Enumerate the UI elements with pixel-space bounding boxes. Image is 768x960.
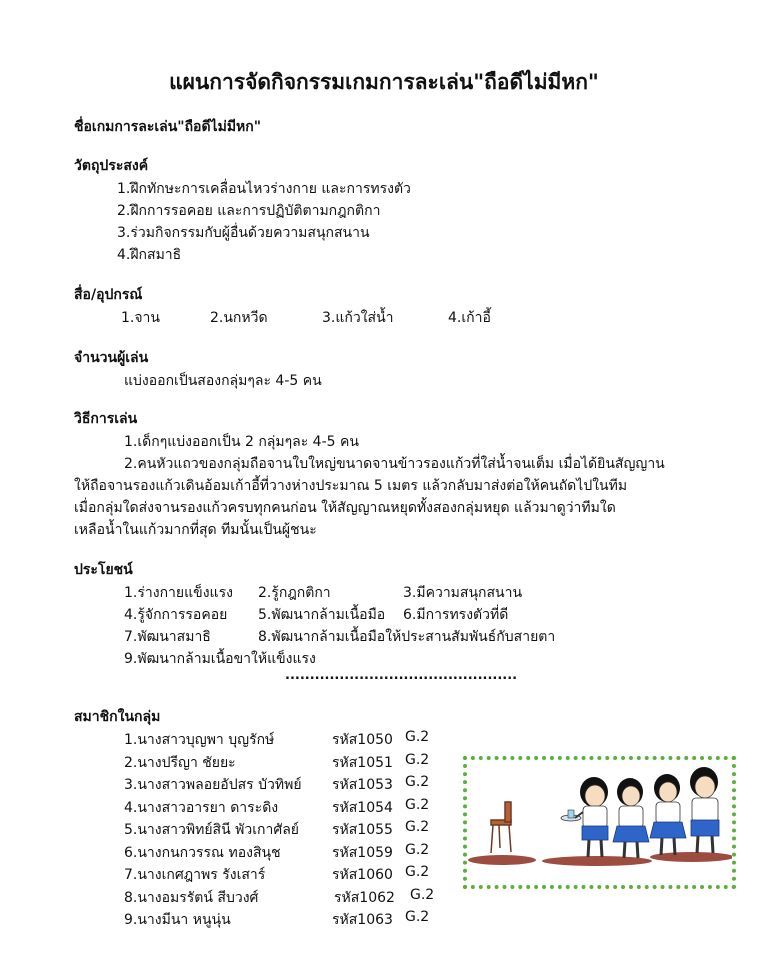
page-title: แผนการจัดกิจกรรมเกมการละเล่น"ถือดีไม่มีหก" — [169, 70, 599, 94]
chair-icon — [491, 802, 511, 853]
members-heading: สมาชิกในกลุ่ม — [74, 709, 161, 725]
material-item: 1.จาน — [121, 310, 160, 326]
member-code: รหัส1053 — [332, 777, 393, 793]
member-group: G.2 — [410, 887, 435, 903]
member-name: 9.นางมีนา หนูนุ่น — [124, 912, 231, 928]
member-code: รหัส1050 — [332, 732, 393, 748]
step-item: 1.เด็กๆแบ่งออกเป็น 2 กลุ่มๆละ 4-5 คน — [124, 434, 359, 450]
member-group: G.2 — [405, 774, 430, 790]
benefits-heading: ประโยชน์ — [74, 562, 133, 578]
benefit-item: 5.พัฒนากล้ามเนื้อมือ — [258, 607, 386, 623]
players-text: แบ่งออกเป็นสองกลุ่มๆละ 4-5 คน — [124, 373, 322, 389]
member-code: รหัส1063 — [332, 912, 393, 928]
member-code: รหัส1062 — [334, 890, 395, 906]
benefit-item: 9.พัฒนากล้ามเนื้อขาให้แข็งแรง — [124, 651, 316, 667]
children-game-illustration — [463, 756, 736, 889]
member-name: 7.นางเกศฎาพร รังเสาร์ — [124, 867, 266, 883]
member-name: 5.นางสาวพิทย์สินี พัวเกาศัลย์ — [124, 822, 299, 838]
member-code: รหัส1055 — [332, 822, 393, 838]
member-name: 6.นางกนกวรรณ ทองสินุช — [124, 845, 281, 861]
child-icon — [690, 767, 719, 853]
material-item: 2.นกหวีด — [210, 310, 268, 326]
benefit-item: 7.พัฒนาสมาธิ — [124, 629, 211, 645]
step-line: 2.คนหัวแถวของกลุ่มถือจานใบใหญ่ขนาดจานข้าวรองแก้วที่ใส่น้ำจนเต็ม เมื่อได้ยินสัญญาน — [124, 456, 665, 472]
member-group: G.2 — [405, 819, 430, 835]
member-group: G.2 — [405, 797, 430, 813]
material-item: 4.เก้าอี้ — [448, 310, 491, 326]
players-heading: จำนวนผู้เล่น — [74, 350, 149, 366]
member-code: รหัส1059 — [332, 845, 393, 861]
benefit-item: 2.รู้กฎกติกา — [258, 585, 331, 601]
member-name: 2.นางปรีญา ชัยยะ — [124, 755, 236, 771]
benefit-item: 6.มีการทรงตัวที่ดี — [403, 607, 509, 623]
benefit-item: 3.มีความสนุกสนาน — [403, 585, 523, 601]
member-group: G.2 — [405, 842, 430, 858]
member-code: รหัส1054 — [332, 800, 393, 816]
objective-item: 2.ฝึกการรอคอย และการปฏิบัติตามกฎกติกา — [117, 203, 381, 219]
objectives-heading: วัตถุประสงค์ — [74, 158, 149, 174]
game-name: ชื่อเกมการละเล่น"ถือดีไม่มีหก" — [74, 119, 262, 135]
member-group: G.2 — [405, 729, 430, 745]
materials-heading: สื่อ/อุปกรณ์ — [74, 287, 143, 303]
how-to-play-heading: วิธีการเล่น — [74, 411, 138, 427]
step-line: เหลือน้ำในแก้วมากที่สุด ทีมนั้นเป็นผู้ชนะ — [74, 522, 317, 538]
member-code: รหัส1060 — [332, 867, 393, 883]
step-line: ให้ถือจานรองแก้วเดินอ้อมเก้าอี้ที่วางห่างประมาณ 5 เมตร แล้วกลับมาส่งต่อให้คนถัดไปในทีม — [74, 478, 628, 494]
dotted-divider: ............................................... — [285, 668, 518, 683]
illustration-svg — [467, 760, 732, 885]
member-name: 4.นางสาวอารยา ดาระดิง — [124, 800, 279, 816]
member-code: รหัส1051 — [332, 755, 393, 771]
step-line: เมื่อกลุ่มใดส่งจานรองแก้วครบทุกคนก่อน ให้สัญญาณหยุดทั้งสองกลุ่มหยุด แล้วมาดูว่าทีมใด — [74, 500, 616, 516]
member-group: G.2 — [405, 864, 430, 880]
objective-item: 1.ฝึกทักษะการเคลื่อนไหวร่างกาย และการทรงตัว — [117, 181, 411, 197]
objective-item: 3.ร่วมกิจกรรมกับผู้อื่นด้วยความสนุกสนาน — [117, 225, 370, 241]
member-group: G.2 — [405, 752, 430, 768]
member-group: G.2 — [405, 909, 430, 925]
child-icon — [650, 774, 686, 855]
material-item: 3.แก้วใส่น้ำ — [322, 310, 394, 326]
benefit-item: 8.พัฒนากล้ามเนื้อมือให้ประสานสัมพันธ์กับสายตา — [258, 629, 556, 645]
member-name: 3.นางสาวพลอยอัปสร บัวทิพย์ — [124, 777, 302, 793]
benefit-item: 1.ร่างกายแข็งแรง — [124, 585, 233, 601]
child-icon — [613, 778, 649, 858]
benefit-item: 4.รู้จักการรอคอย — [124, 607, 228, 623]
member-name: 8.นางอมรรัตน์ สีบวงศ์ — [124, 890, 259, 906]
objective-item: 4.ฝึกสมาธิ — [117, 247, 182, 263]
child-icon — [561, 777, 608, 857]
member-name: 1.นางสาวบุญพา บุญรักษ์ — [124, 732, 275, 748]
